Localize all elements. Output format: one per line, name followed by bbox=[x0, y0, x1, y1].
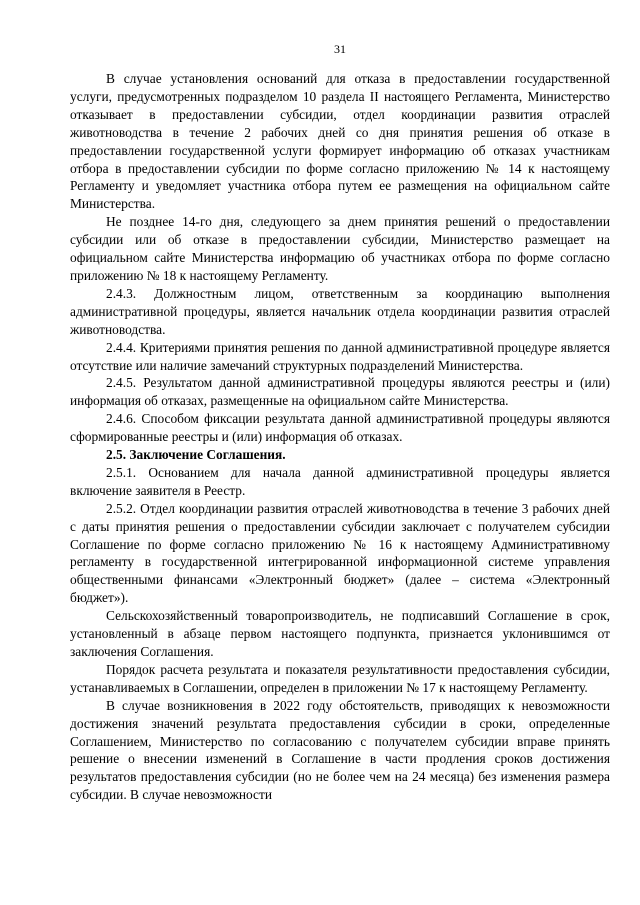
section-heading: 2.5. Заключение Соглашения. bbox=[106, 447, 286, 463]
paragraph: 2.5.1. Основанием для начала данной административной процедуры является включение заявителя в Реестр. bbox=[70, 464, 610, 498]
paragraph: В случае возникновения в 2022 году обстоятельств, приводящих к невозможности достижения значений результата предоставления субсидии в сроки, определенные Соглашением, Министерство по согласованию с получателем субсидии вправе принять решение о внесении изменений в Соглашение в части продления сроков достижения результатов предоставления субсидии (но не более чем на 24 месяца) без изменения размера субсидии. В случае невозможности bbox=[70, 697, 610, 803]
paragraph: 2.5.2. Отдел координации развития отраслей животноводства в течение 3 рабочих дней с даты принятия решения о предоставлении субсидии заключает с получателем субсидии Соглашение по форме согласно приложению № 16 к настоящему Административному регламенту в государственной интегрированной информационной системе управления общественными финансами «Электронный бюджет» (далее – система «Электронный бюджет»). bbox=[70, 500, 610, 606]
paragraph: 2.4.5. Результатом данной административной процедуры являются реестры и (или) информация об отказах, размещенные на официальном сайте Министерства. bbox=[70, 375, 610, 409]
paragraph: Порядок расчета результата и показателя результативности предоставления субсидии, устанавливаемых в Соглашении, определен в приложении № 17 к настоящему Регламенту. bbox=[70, 661, 610, 695]
paragraph: 2.4.4. Критериями принятия решения по данной административной процедуре является отсутствие или наличие замечаний структурных подразделений Министерства. bbox=[70, 339, 610, 373]
paragraph: Не позднее 14-го дня, следующего за днем принятия решений о предоставлении субсидии или об отказе в предоставлении субсидии, Министерство размещает на официальном сайте Министерства информацию об участниках отбора по форме согласно приложению № 18 к настоящему Регламенту. bbox=[70, 214, 610, 283]
paragraph: 2.4.3. Должностным лицом, ответственным за координацию выполнения административной процедуры, является начальник отдела координации развития отраслей животноводства. bbox=[70, 285, 610, 337]
page-number: 31 bbox=[334, 42, 346, 56]
paragraph: Сельскохозяйственный товаропроизводитель, не подписавший Соглашение в срок, установленный в абзаце первом настоящего подпункта, признается уклонившимся от заключения Соглашения. bbox=[70, 608, 610, 659]
paragraph: В случае установления оснований для отказа в предоставлении государственной услуги, предусмотренных подразделом 10 раздела II настоящего Регламента, Министерство отказывает в предоставлении субсидии, отдел координации развития отраслей животноводства в течение 2 рабочих дней со дня принятия решения об отказе в предоставлении государственной услуги формирует информацию об отказах участникам отбора в предоставлении субсидии по форме согласно приложению № 14 к настоящему Регламенту и уведомляет участника отбора путем ее размещения на официальном сайте Министерства. bbox=[70, 71, 610, 212]
paragraph: 2.4.6. Способом фиксации результата данной административной процедуры являются сформированные реестры и (или) информация об отказах. bbox=[70, 411, 610, 445]
